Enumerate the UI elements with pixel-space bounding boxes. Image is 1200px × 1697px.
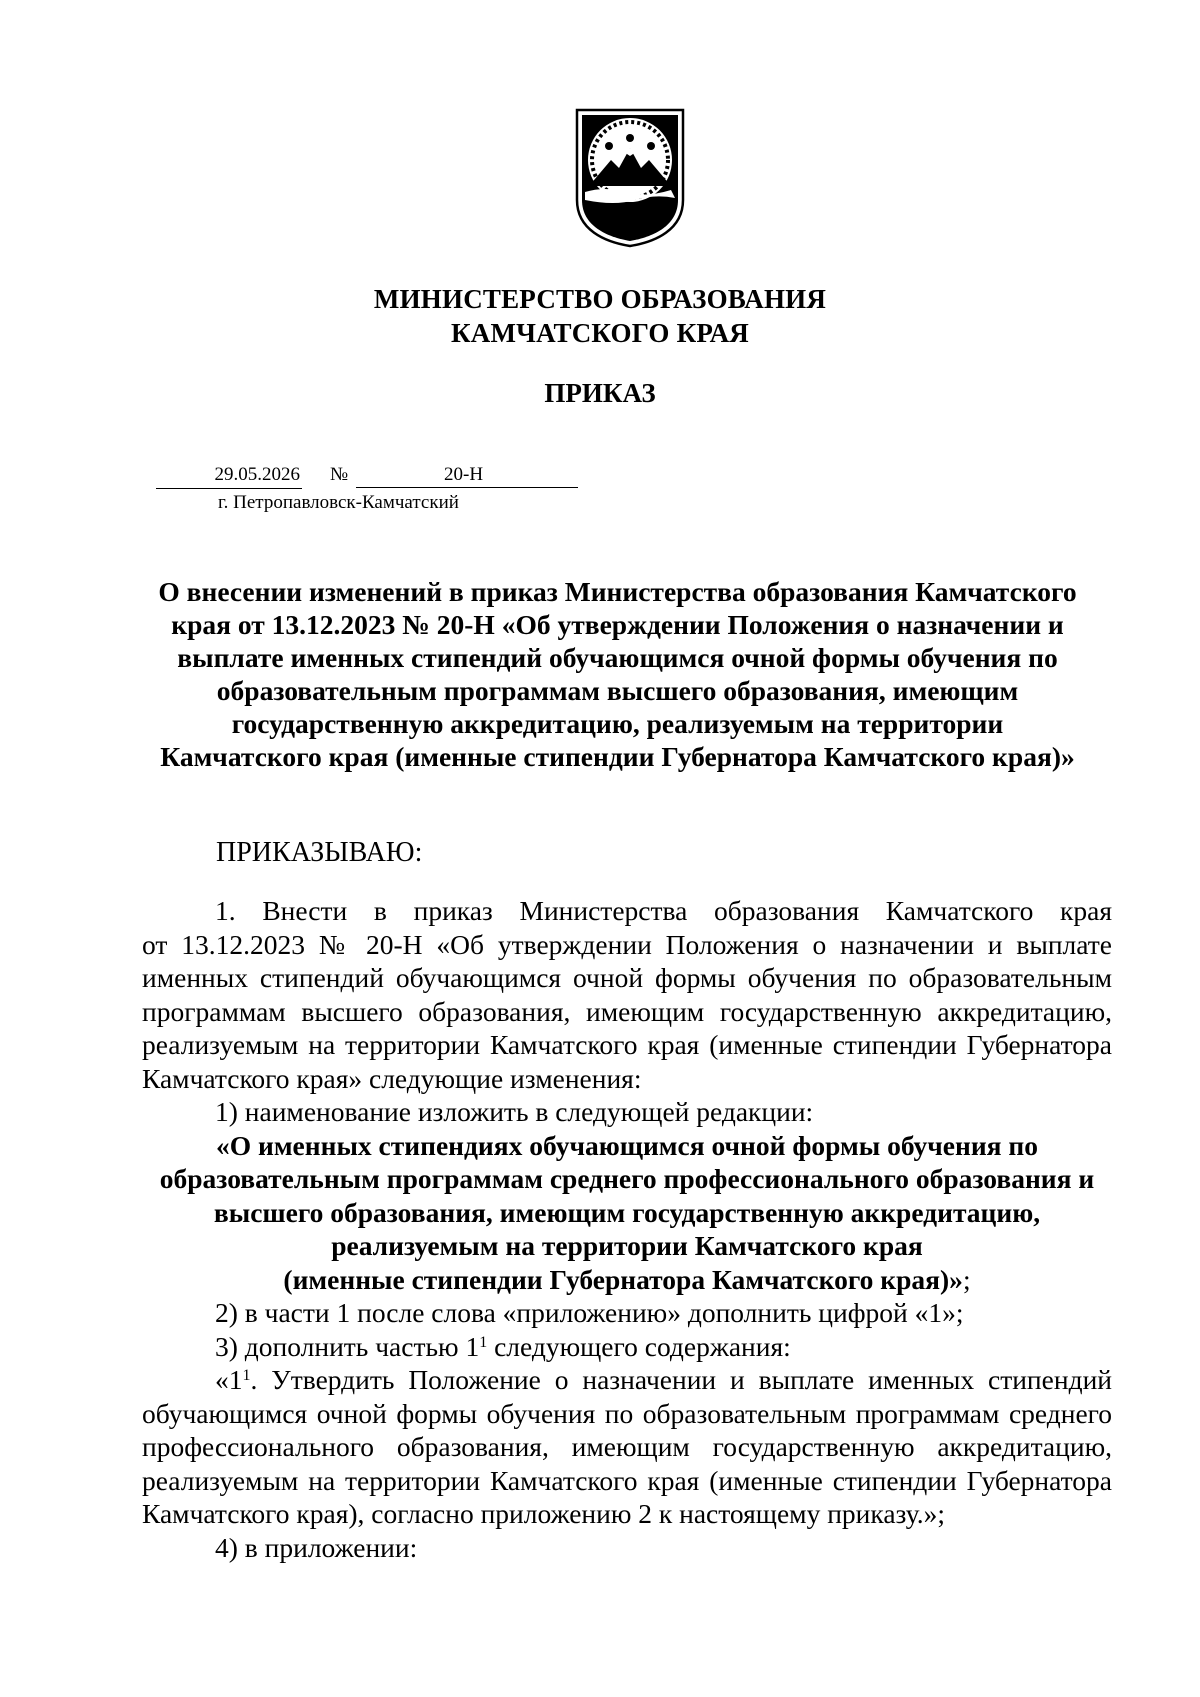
item-1-line: реализуемым на территории Камчатского края (именные стипендии Губернатора: [142, 1029, 1112, 1060]
subject-line: края от 13.12.2023 № 20-Н «Об утверждении Положения о назначении и: [171, 609, 1064, 640]
quote-line: обучающимся очной формы обучения по образовательным программам среднего: [142, 1397, 1112, 1429]
new-title-line: высшего образования, имеющим государственную аккредитацию,: [213, 1196, 1041, 1228]
quote-first-line: [142, 1363, 1112, 1397]
subject-line: выплате именных стипендий обучающимся очной формы обучения по: [177, 642, 1058, 673]
order-date: 29.05.2026: [156, 462, 302, 489]
new-title-line: реализуемым на территории Камчатского края: [331, 1230, 923, 1261]
city-name: г. Петропавловск-Камчатский: [218, 492, 459, 513]
coat-of-arms-icon: [575, 108, 685, 248]
new-title-line: образовательным программам среднего профессионального образования и: [159, 1163, 1095, 1194]
new-title-line: «О именных стипендиях обучающимся очной формы обучения по: [215, 1129, 1039, 1161]
sub-item-2: 2) в части 1 после слова «приложению» дополнить цифрой «1»;: [215, 1297, 964, 1328]
document-type: ПРИКАЗ: [544, 378, 656, 408]
order-body: [142, 894, 1112, 1564]
item-1-line: Камчатского края» следующие изменения:: [142, 1062, 642, 1094]
new-title-block: [142, 1129, 1112, 1297]
subject-line: образовательным программам высшего образования, имеющим: [216, 675, 1019, 706]
subject-line: государственную аккредитацию, реализуемым на территории: [231, 708, 1004, 739]
item-1-line: именных стипендий обучающимся очной формы обучения по образовательным: [142, 962, 1112, 993]
sub-item-4: 4) в приложении:: [215, 1531, 418, 1563]
subject-line: О внесении изменений в приказ Министерства образования Камчатского: [158, 576, 1077, 607]
item-1-line: от 13.12.2023 № 20-Н «Об утверждении Положения о назначении и выплате: [142, 928, 1112, 960]
quote-line: реализуемым на территории Камчатского края (именные стипендии Губернатора: [142, 1464, 1112, 1496]
order-subject: [140, 575, 1095, 773]
subject-line: Камчатского края (именные стипендии Губернатора Камчатского края)»: [160, 741, 1075, 772]
sub-item-3: [142, 1330, 1112, 1364]
sub-item-3-sup: 1: [479, 1333, 488, 1351]
ministry-name: [0, 282, 1200, 350]
ministry-line-1: МИНИСТЕРСТВО ОБРАЗОВАНИЯ: [373, 284, 827, 314]
quote-first: . Утвердить Положение о назначении и выплате именных стипендий: [250, 1364, 1112, 1395]
order-number: 20-Н: [356, 462, 578, 488]
sub-item-3-pre: 3) дополнить частью 1: [215, 1330, 480, 1362]
quote-sup: 1: [242, 1367, 251, 1385]
sub-item-3-post: следующего содержания:: [487, 1330, 791, 1362]
quote-line: Камчатского края), согласно приложению 2 к настоящему приказу.»;: [142, 1498, 946, 1529]
number-sign: №: [330, 464, 349, 485]
item-1-line: 1. Внести в приказ Министерства образования Камчатского края: [215, 895, 1112, 926]
item-1-line: программам высшего образования, имеющим государственную аккредитацию,: [142, 995, 1112, 1027]
new-title-line: (именные стипендии Губернатора Камчатского края)»: [283, 1263, 963, 1295]
quote-line: профессионального образования, имеющим государственную аккредитацию,: [142, 1431, 1112, 1462]
quote-pre: «1: [215, 1364, 243, 1395]
new-title-tail: ;: [962, 1263, 971, 1295]
ministry-line-2: КАМЧАТСКОГО КРАЯ: [451, 318, 749, 348]
sub-item-1: 1) наименование изложить в следующей редакции:: [215, 1096, 814, 1127]
directive-heading: ПРИКАЗЫВАЮ:: [216, 837, 423, 868]
